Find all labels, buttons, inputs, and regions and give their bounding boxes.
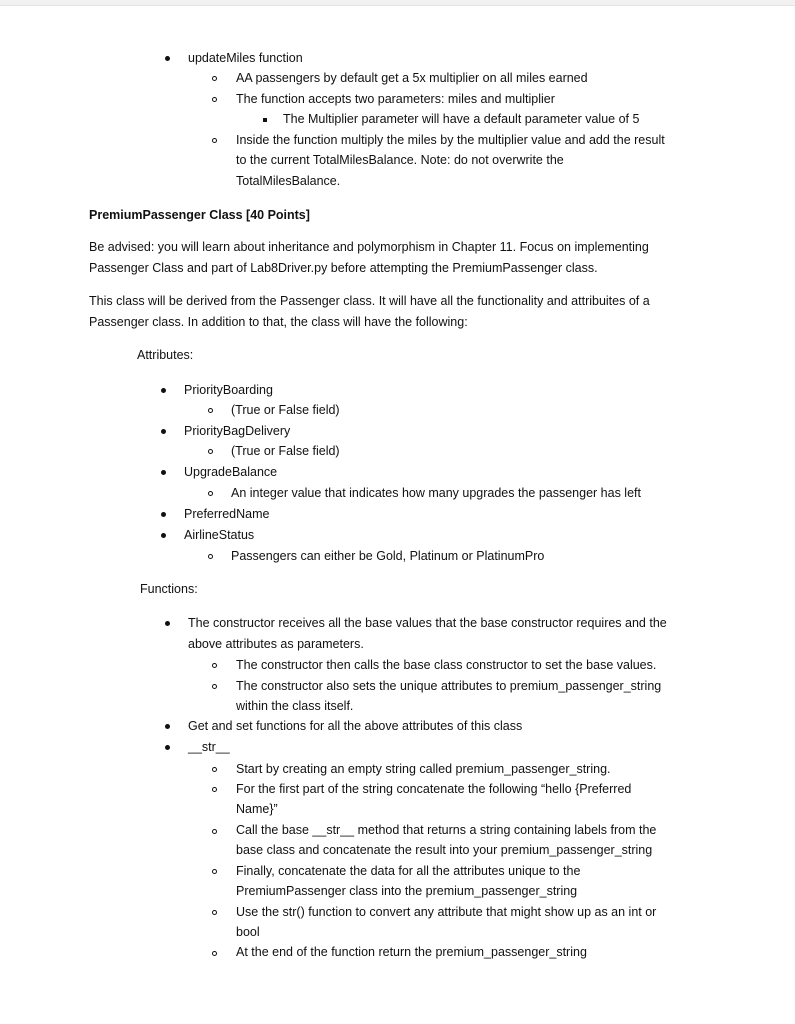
page-top-edge	[0, 0, 795, 6]
str-step: Name}”	[236, 802, 278, 816]
bullet-dot	[161, 429, 166, 434]
str-step: Use the str() function to convert any attribute that might show up as an int or	[236, 905, 657, 919]
bullet-circle	[212, 97, 217, 102]
bullet-circle	[212, 684, 217, 689]
attribute-note: An integer value that indicates how many upgrades the passenger has left	[231, 486, 641, 500]
bullet-dot	[165, 621, 170, 626]
constructor-line: The constructor receives all the base values that the base constructor requires and the	[188, 616, 667, 630]
update-miles-title: updateMiles function	[188, 51, 303, 65]
bullet-circle	[212, 910, 217, 915]
paragraph-line: Passenger Class and part of Lab8Driver.py before attempting the PremiumPassenger class.	[89, 261, 598, 275]
multiplier-default-note: The Multiplier parameter will have a default parameter value of 5	[283, 112, 640, 126]
attribute-name: PreferredName	[184, 507, 270, 521]
bullet-dot	[161, 470, 166, 475]
constructor-sub-item: The constructor also sets the unique attributes to premium_passenger_string	[236, 679, 662, 693]
bullet-circle	[212, 787, 217, 792]
attribute-name: AirlineStatus	[184, 528, 255, 542]
attributes-label: Attributes:	[137, 348, 194, 362]
str-step: base class and concatenate the result into your premium_passenger_string	[236, 843, 653, 857]
attribute-name: UpgradeBalance	[184, 465, 278, 479]
get-set-line: Get and set functions for all the above attributes of this class	[188, 719, 523, 733]
bullet-circle	[208, 554, 213, 559]
bullet-circle	[212, 829, 217, 834]
bullet-circle	[208, 491, 213, 496]
bullet-dot	[161, 533, 166, 538]
bullet-square	[263, 118, 267, 122]
paragraph-line: Passenger class. In addition to that, the class will have the following:	[89, 315, 468, 329]
bullet-dot	[161, 512, 166, 517]
bullet-dot	[165, 56, 170, 61]
bullet-circle	[212, 663, 217, 668]
attribute-note: Passengers can either be Gold, Platinum or PlatinumPro	[231, 549, 545, 563]
str-step: Start by creating an empty string called premium_passenger_string.	[236, 762, 611, 776]
constructor-sub-item: within the class itself.	[236, 699, 354, 713]
bullet-dot	[165, 724, 170, 729]
functions-label: Functions:	[140, 582, 198, 596]
bullet-circle	[212, 951, 217, 956]
attribute-note: (True or False field)	[231, 444, 340, 458]
attribute-note: (True or False field)	[231, 403, 340, 417]
bullet-circle	[208, 449, 213, 454]
update-miles-inside-line: TotalMilesBalance.	[236, 174, 341, 188]
update-miles-inside-line: Inside the function multiply the miles by the multiplier value and add the result	[236, 133, 665, 147]
paragraph-line: Be advised: you will learn about inheritance and polymorphism in Chapter 11. Focus on implementing	[89, 240, 649, 254]
update-miles-inside-line: to the current TotalMilesBalance. Note: do not overwrite the	[236, 153, 564, 167]
update-miles-item: AA passengers by default get a 5x multiplier on all miles earned	[236, 71, 588, 85]
constructor-line: above attributes as parameters.	[188, 637, 364, 651]
bullet-circle	[208, 408, 213, 413]
bullet-circle	[212, 869, 217, 874]
str-step: At the end of the function return the premium_passenger_string	[236, 945, 587, 959]
bullet-circle	[212, 767, 217, 772]
update-miles-item: The function accepts two parameters: miles and multiplier	[236, 92, 555, 106]
bullet-dot	[165, 745, 170, 750]
str-step: Call the base __str__ method that returns a string containing labels from the	[236, 823, 657, 837]
bullet-circle	[212, 76, 217, 81]
section-heading: PremiumPassenger Class [40 Points]	[89, 208, 310, 222]
str-title: __str__	[188, 740, 230, 754]
bullet-circle	[212, 138, 217, 143]
constructor-sub-item: The constructor then calls the base class constructor to set the base values.	[236, 658, 657, 672]
str-step: Finally, concatenate the data for all the attributes unique to the	[236, 864, 581, 878]
str-step: PremiumPassenger class into the premium_passenger_string	[236, 884, 578, 898]
paragraph-line: This class will be derived from the Passenger class. It will have all the functionality and attribuites of a	[89, 294, 650, 308]
attribute-name: PriorityBoarding	[184, 383, 273, 397]
str-step: For the first part of the string concatenate the following “hello {Preferred	[236, 782, 632, 796]
attribute-name: PriorityBagDelivery	[184, 424, 291, 438]
str-step: bool	[236, 925, 260, 939]
bullet-dot	[161, 388, 166, 393]
